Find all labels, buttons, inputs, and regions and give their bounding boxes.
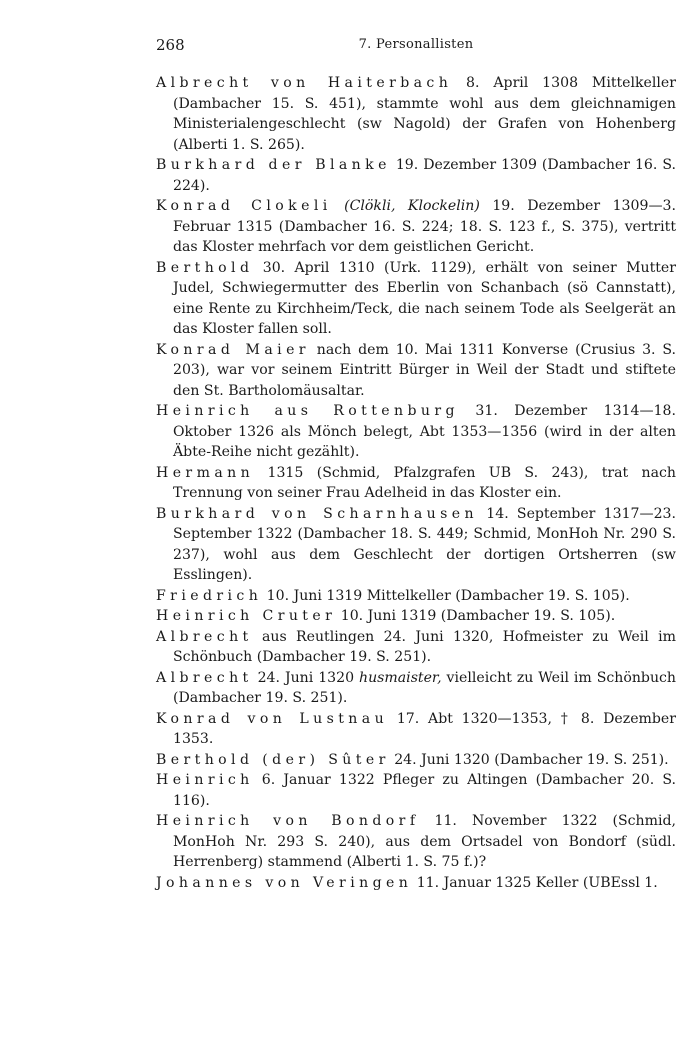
entry-name: Konrad Clokeli (156, 198, 332, 214)
entry-text: 10. Juni 1319 (Dambacher 19. S. 105). (336, 608, 616, 624)
entry-text: 31. Dezember 1314—18. Oktober 1326 als Mönch belegt, Abt 1353—1356 (wird in der alten Äbte-Reihe nicht gezählt). (173, 403, 676, 460)
entry-albrecht-husmaister (156, 668, 676, 709)
entry-hermann (156, 463, 676, 504)
entry-name: Johannes von Veringen (156, 874, 413, 891)
entry-heinrich-bondorf (156, 811, 676, 873)
entry-name: Konrad Maier (156, 341, 310, 358)
personnel-list (156, 73, 676, 893)
entry-text: 17. Abt 1320—1353, † 8. Dezember 1353. (173, 710, 676, 747)
entry-italic-term: husmaister, (359, 669, 442, 686)
entry-text: 10. Juni 1319 Mittelkeller (Dambacher 19. S. 105). (262, 587, 630, 604)
entry-albrecht-reutlingen (156, 627, 676, 668)
entry-text: nach dem 10. Mai 1311 Konverse (Crusius 3. S. 203), war vor seinem Eintritt Bürger in Weil der Stadt und stiftete den St. Bartholomäusaltar. (173, 341, 676, 399)
entry-burkhard-scharnhausen (156, 504, 676, 586)
entry-text: 19. Dezember 1309—3. Februar 1315 (Dambacher 16. S. 224; 18. S. 123 f., S. 375), vertritt das Kloster mehrfach vor dem geistlichen Gericht. (173, 198, 676, 255)
entry-text-continued: vielleicht zu Weil im Schönbuch (Dambacher 19. S. 251). (173, 669, 677, 706)
entry-name: Hermann (156, 464, 255, 481)
entry-name: Albrecht (156, 628, 253, 645)
entry-variant-names: (Clökli, Klockelin) (331, 198, 480, 214)
entry-albrecht-haiterbach (156, 73, 676, 155)
entry-berthold-suter (156, 750, 676, 771)
entry-name: Heinrich (156, 772, 254, 788)
entry-text: 1315 (Schmid, Pfalzgrafen UB S. 243), trat nach Trennung von seiner Frau Adelheid in das Kloster ein. (173, 464, 676, 501)
entry-text: 19. Dezember 1309 (Dambacher 16. S. 224). (173, 157, 676, 194)
running-head: 7. Personallisten (358, 37, 474, 52)
entry-name: Berthold (156, 259, 254, 276)
entry-text: 24. Juni 1320 (Dambacher 19. S. 251). (389, 751, 669, 768)
entry-konrad-maier (156, 340, 676, 402)
entry-name: Burkhard der Blanke (156, 157, 391, 173)
page-header (156, 36, 676, 56)
entry-name: Konrad von Lustnau (156, 710, 389, 727)
page-number: 268 (156, 36, 185, 54)
entry-konrad-clokeli (156, 196, 676, 258)
entry-name: Albrecht von Haiterbach (156, 75, 453, 91)
entry-text: 14. September 1317—23. September 1322 (Dambacher 18. S. 449; Schmid, MonHoh Nr. 290 S. 237), wohl aus dem Geschlecht der dortigen Ortsherren (sw Esslingen). (173, 505, 677, 583)
entry-burkhard-blanke (156, 155, 676, 196)
entry-name: Berthold (der) Sûter (156, 751, 390, 768)
entry-text: aus Reutlingen 24. Juni 1320, Hofmeister zu Weil im Schönbuch (Dambacher 19. S. 251). (173, 628, 676, 665)
entry-name: Burkhard von Scharnhausen (156, 505, 479, 522)
entry-text: 6. Januar 1322 Pfleger zu Altingen (Dambacher 20. S. 116). (173, 772, 676, 809)
entry-heinrich-rottenburg (156, 401, 676, 463)
entry-friedrich (156, 586, 676, 607)
entry-berthold (156, 258, 676, 340)
entry-text: 11. November 1322 (Schmid, MonHoh Nr. 293 S. 240), aus dem Ortsadel von Bondorf (südl. Herrenberg) stammend (Alberti 1. S. 75 f.)? (173, 813, 676, 870)
entry-heinrich-cruter (156, 606, 676, 627)
entry-text: 30. April 1310 (Urk. 1129), erhält von seiner Mutter Judel, Schwiegermutter des Eberlin von Schanbach (sö Cannstatt), eine Rente zu Kirchheim/Teck, die nach seinem Tode als Seelgerät an das Kloster fallen soll. (173, 259, 676, 337)
entry-name: Albrecht (156, 669, 253, 686)
entry-name: Heinrich von Bondorf (156, 813, 420, 829)
entry-text: 24. Juni 1320 (252, 669, 360, 686)
entry-text: 8. April 1308 Mittelkeller (Dambacher 15. S. 451), stammte wohl aus dem gleichnamigen Ministerialengeschlecht (sw Nagold) der Grafen von Hohenberg (Alberti 1. S. 265). (173, 75, 676, 153)
entry-text: 11. Januar 1325 Keller (UBEssl 1. (412, 874, 658, 891)
entry-name: Friedrich (156, 587, 263, 604)
entry-johannes-veringen (156, 873, 676, 894)
entry-name: Heinrich aus Rottenburg (156, 403, 459, 419)
entry-name: Heinrich Cruter (156, 608, 337, 624)
entry-heinrich-altingen (156, 770, 676, 811)
entry-konrad-lustnau (156, 709, 676, 750)
